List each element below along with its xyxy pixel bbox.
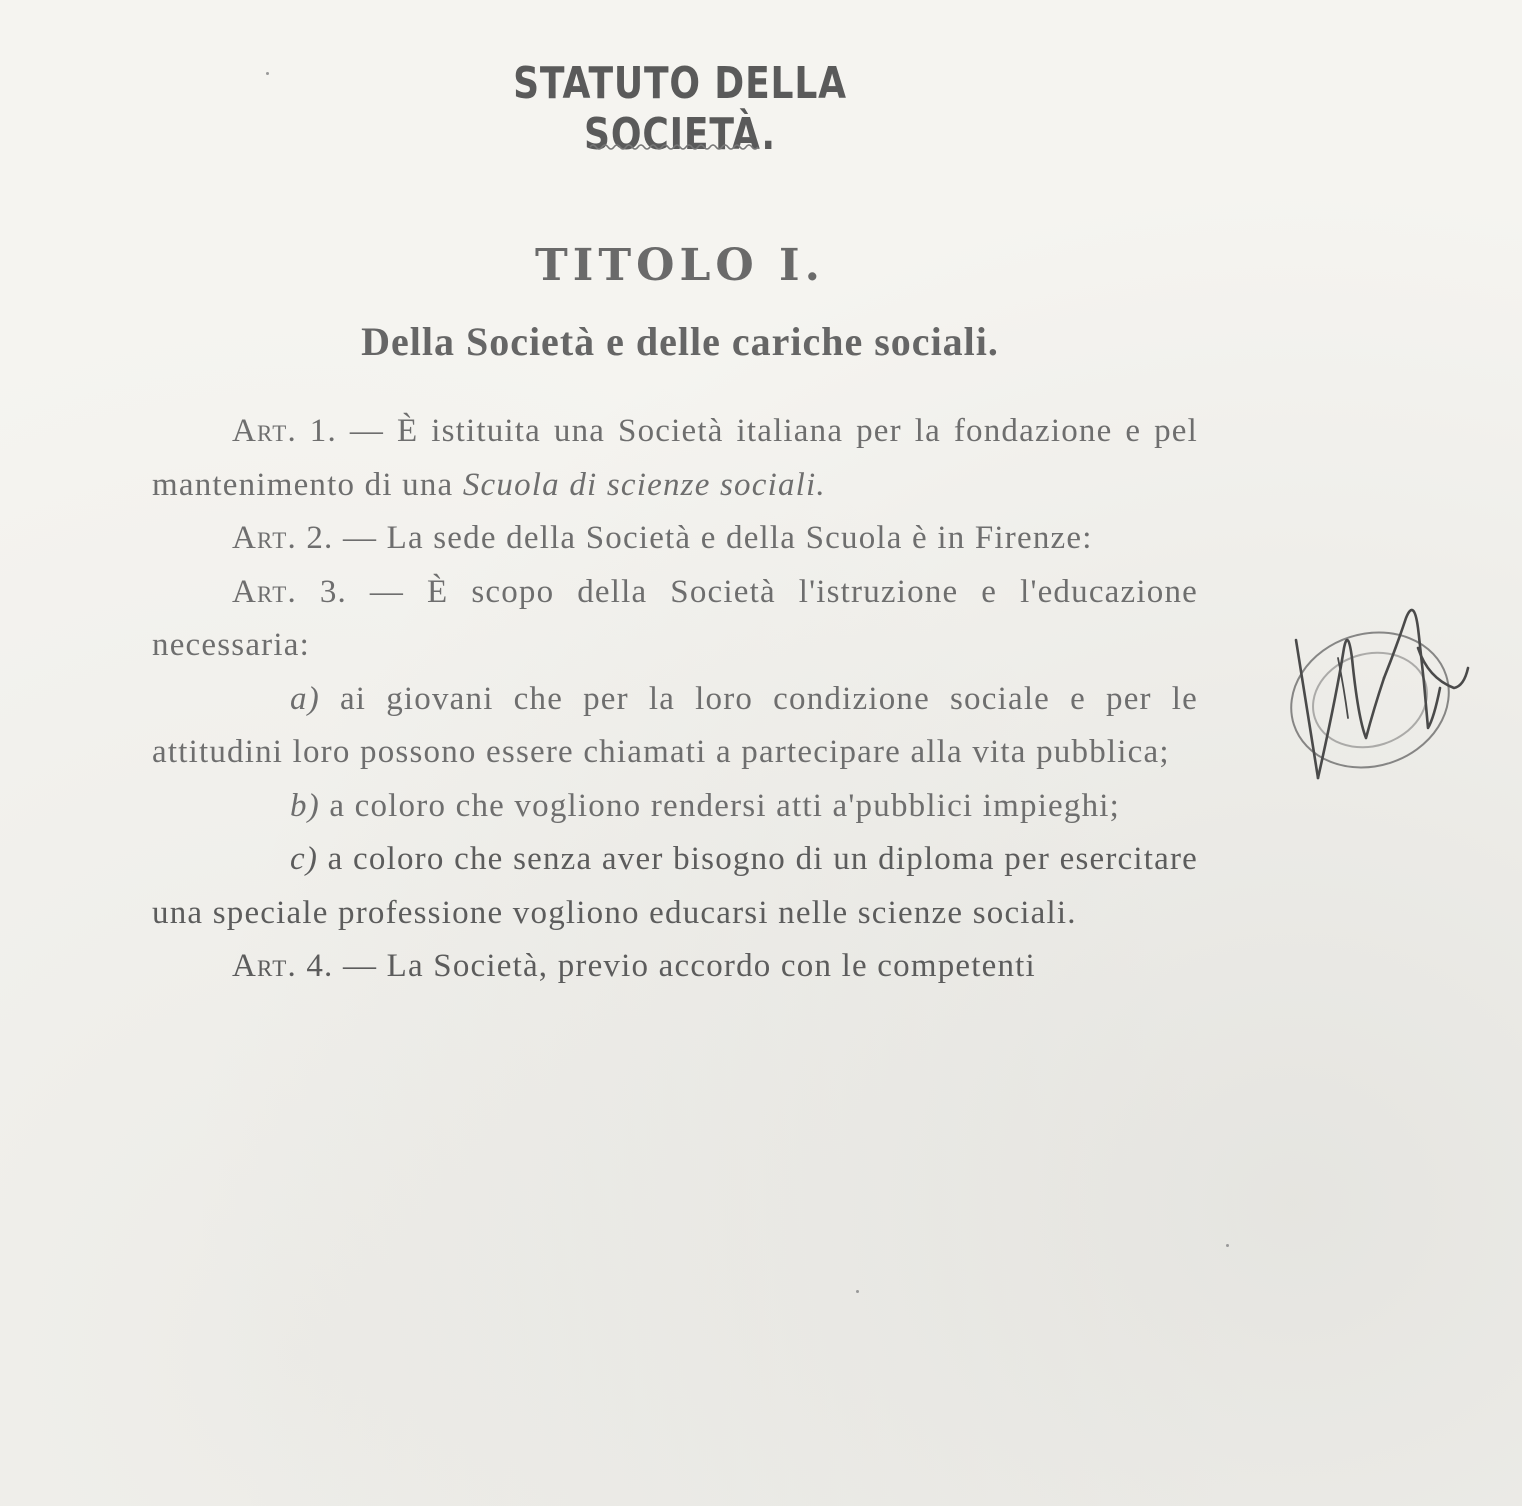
statute-text bbox=[152, 405, 1198, 994]
article-2-text: La sede della Società e della Scuola è in Firenze: bbox=[386, 520, 1093, 556]
paper-speck bbox=[856, 1290, 859, 1293]
document-title: STATUTO DELLA SOCIETÀ. bbox=[513, 58, 847, 160]
item-c-text: a coloro che senza aver bisogno di un diploma per esercitare una speciale professione vogliono educarsi nelle scienze sociali. bbox=[152, 841, 1198, 931]
article-4-dash: — bbox=[333, 948, 387, 984]
article-4 bbox=[152, 940, 1198, 994]
article-3-item-c bbox=[152, 833, 1198, 940]
article-1-italic-text: Scuola di scienze sociali. bbox=[462, 466, 826, 503]
article-1-number: Art. 1. bbox=[232, 413, 337, 449]
article-1 bbox=[152, 405, 1198, 512]
article-3-item-a bbox=[152, 673, 1198, 780]
article-1-dash: — bbox=[336, 413, 397, 449]
paper-speck bbox=[266, 72, 269, 75]
article-3-item-b bbox=[152, 780, 1198, 834]
section-title: Della Società e delle cariche sociali. bbox=[361, 319, 999, 364]
paper-speck bbox=[1226, 1244, 1229, 1247]
item-a-letter: a) bbox=[290, 680, 320, 717]
article-3-text: È scopo della Società l'istruzione e l'educazione necessaria: bbox=[152, 573, 1198, 663]
title-ornament bbox=[588, 140, 760, 154]
article-2-dash: — bbox=[333, 520, 387, 556]
article-3-dash: — bbox=[346, 573, 428, 610]
article-2-number: Art. 2. bbox=[232, 520, 334, 556]
article-3 bbox=[152, 566, 1198, 673]
section-number: TITOLO I. bbox=[535, 240, 825, 291]
article-2 bbox=[152, 512, 1198, 566]
article-3-number: Art. 3. bbox=[232, 573, 347, 610]
article-1-text: È istituita una Società italiana per la fondazione e pel mantenimento di una bbox=[152, 413, 1198, 503]
item-c-letter: c) bbox=[290, 841, 319, 877]
item-b-text: a coloro che vogliono rendersi atti a'pubblici impieghi; bbox=[319, 787, 1121, 824]
article-4-number: Art. 4. bbox=[232, 948, 334, 984]
article-4-text: La Società, previo accordo con le competenti bbox=[386, 948, 1036, 984]
item-a-text: ai giovani che per la loro condizione sociale e per le attitudini loro possono essere chiamati a partecipare alla vita pubblica; bbox=[152, 680, 1198, 770]
library-stamp-with-signature bbox=[1278, 588, 1473, 793]
item-b-letter: b) bbox=[290, 787, 320, 824]
